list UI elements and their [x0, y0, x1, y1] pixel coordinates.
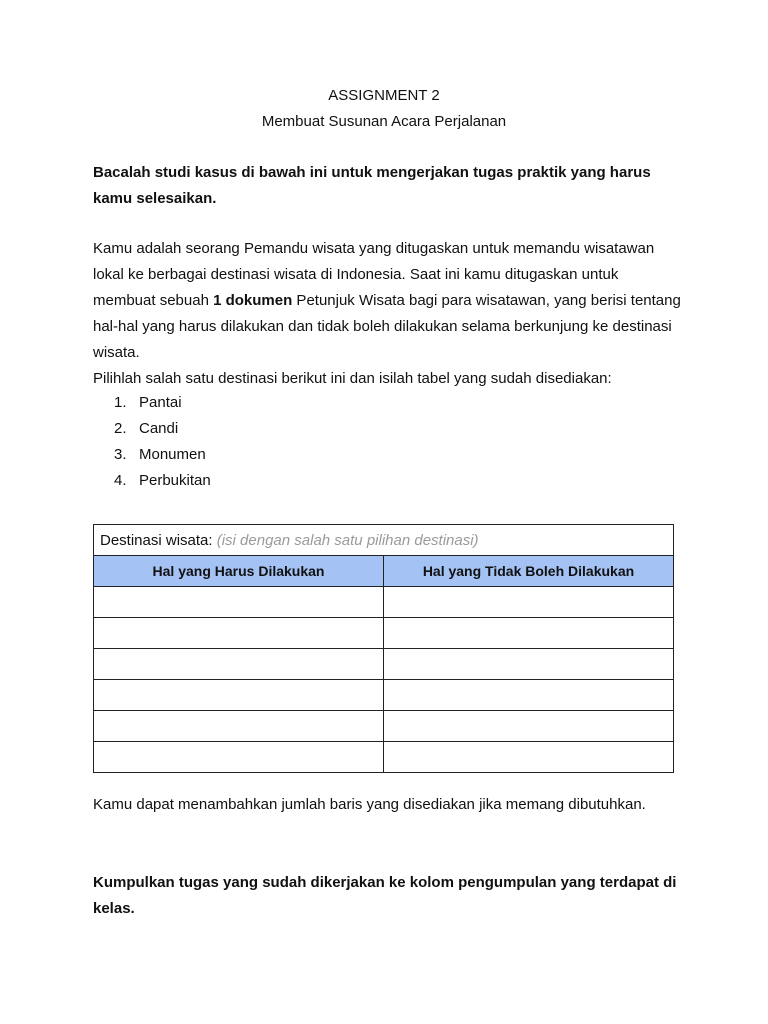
- list-item: [93, 442, 493, 468]
- instruction-text: Pilihlah salah satu destinasi berikut ini dan isilah tabel yang sudah disediakan:: [93, 370, 612, 387]
- list-number: 3.: [114, 446, 127, 463]
- case-study-part-1: Kamu adalah seorang Pemandu wisata yang ditugaskan untuk memandu wisatawan lokal ke berbagai destinasi wisata di Indonesia. Saat ini kamu ditugaskan untuk membuat sebuah: [93, 240, 655, 309]
- list-item: [93, 416, 493, 442]
- list-item: [93, 390, 493, 416]
- dont-cell[interactable]: [384, 649, 674, 680]
- list-number: 4.: [114, 472, 127, 489]
- guide-table: [93, 524, 674, 773]
- note-text: Kamu dapat menambahkan jumlah baris yang disediakan jika memang dibutuhkan.: [93, 796, 646, 813]
- do-cell[interactable]: [94, 742, 384, 773]
- destination-label: Destinasi wisata:: [100, 531, 217, 549]
- list-item: [93, 468, 493, 494]
- table-header-row: [94, 556, 674, 587]
- case-study-part-2: Petunjuk Wisata bagi para wisatawan, yang berisi tentang hal-hal yang harus dilakukan dan tidak boleh dilakukan selama berkunjung ke destinasi wisata.: [93, 292, 681, 361]
- column-header-dont: Hal yang Tidak Boleh Dilakukan: [384, 556, 674, 587]
- list-number: 1.: [114, 394, 127, 411]
- list-label: Candi: [139, 420, 179, 437]
- table-row: [94, 742, 674, 773]
- table-row: [94, 711, 674, 742]
- dont-cell[interactable]: [384, 680, 674, 711]
- do-cell[interactable]: [94, 618, 384, 649]
- table-row: [94, 587, 674, 618]
- case-study-paragraph: [93, 236, 683, 392]
- column-header-do: Hal yang Harus Dilakukan: [94, 556, 384, 587]
- list-label: Perbukitan: [139, 472, 211, 489]
- destination-row: [94, 525, 674, 556]
- destination-list: [93, 390, 493, 494]
- dont-cell[interactable]: [384, 742, 674, 773]
- document-count: 1 dokumen: [213, 292, 293, 309]
- do-cell[interactable]: [94, 711, 384, 742]
- dont-cell[interactable]: [384, 587, 674, 618]
- table-row: [94, 618, 674, 649]
- dont-cell[interactable]: [384, 618, 674, 649]
- table-row: [94, 680, 674, 711]
- page-title: ASSIGNMENT 2: [328, 87, 440, 104]
- page-subtitle: Membuat Susunan Acara Perjalanan: [261, 113, 507, 130]
- do-cell[interactable]: [94, 649, 384, 680]
- case-study-text: [93, 236, 683, 366]
- destination-cell[interactable]: [94, 525, 674, 556]
- do-cell[interactable]: [94, 587, 384, 618]
- closing-instruction: Kumpulkan tugas yang sudah dikerjakan ke kolom pengumpulan yang terdapat di kelas.: [93, 874, 677, 917]
- dont-cell[interactable]: [384, 711, 674, 742]
- do-cell[interactable]: [94, 680, 384, 711]
- list-label: Monumen: [139, 446, 206, 463]
- table-row: [94, 649, 674, 680]
- destination-hint: (isi dengan salah satu pilihan destinasi): [216, 531, 479, 549]
- intro-text: Bacalah studi kasus di bawah ini untuk mengerjakan tugas praktik yang harus kamu selesaikan.: [93, 164, 651, 207]
- list-label: Pantai: [139, 394, 182, 411]
- list-number: 2.: [114, 420, 127, 437]
